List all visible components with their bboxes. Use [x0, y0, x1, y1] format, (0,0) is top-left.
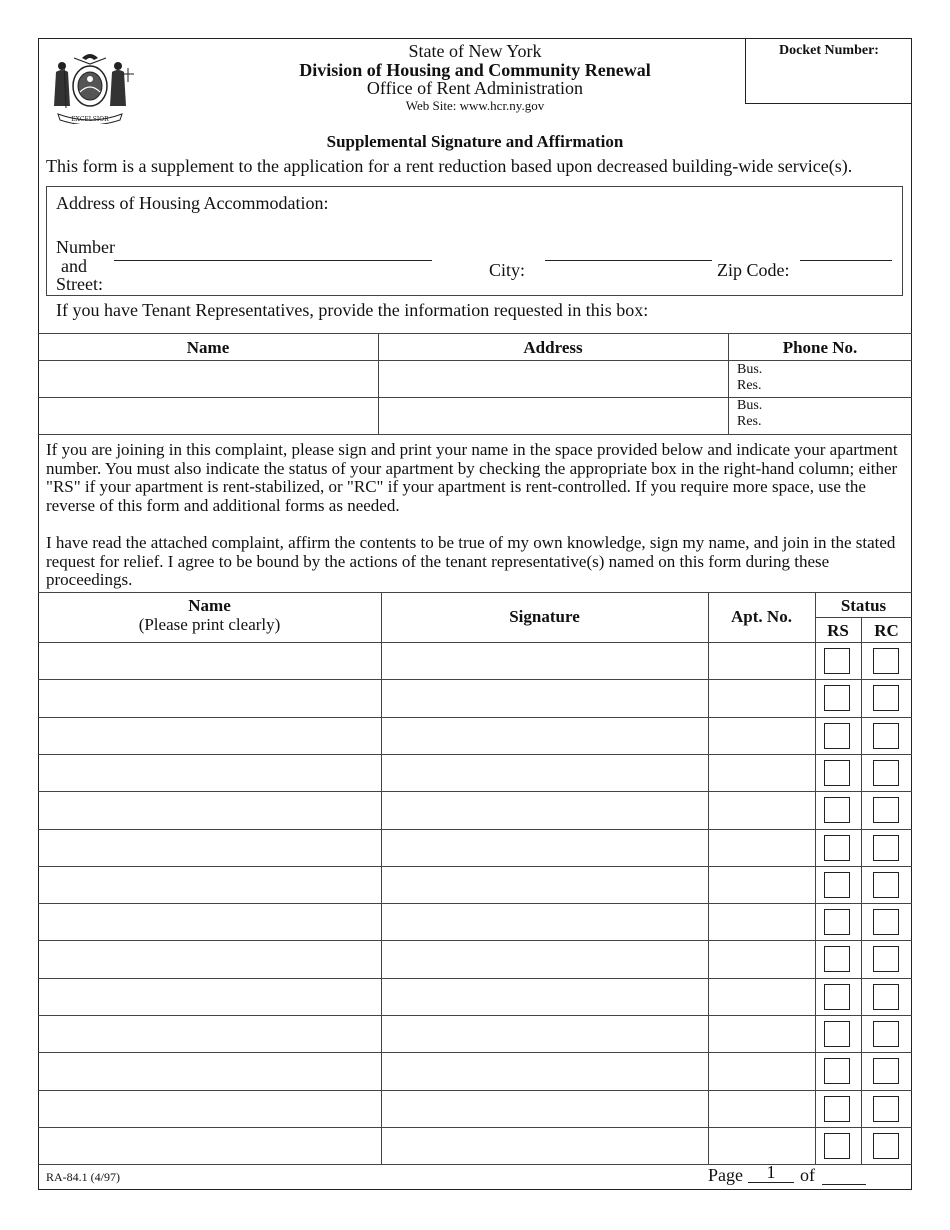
- docket-number-box[interactable]: [745, 38, 912, 104]
- zip-label: Zip Code:: [717, 260, 790, 280]
- signers-col-signature: Signature: [509, 607, 580, 626]
- signer-name-cell[interactable]: [38, 1053, 381, 1088]
- signer-name-cell[interactable]: [38, 979, 381, 1014]
- new-york-state-seal: [44, 46, 136, 124]
- state-name: State of New York: [408, 41, 542, 61]
- signer-apt-cell[interactable]: [709, 680, 815, 715]
- signer-signature-cell[interactable]: [382, 1016, 708, 1051]
- rc-checkbox[interactable]: [873, 1021, 899, 1047]
- signer-signature-cell[interactable]: [382, 643, 708, 678]
- signers-col-name: Name: [188, 596, 231, 615]
- rs-checkbox[interactable]: [824, 723, 850, 749]
- rc-checkbox[interactable]: [873, 984, 899, 1010]
- division-name: Division of Housing and Community Renewal: [299, 60, 651, 80]
- total-pages-field[interactable]: [822, 1184, 866, 1185]
- reps-table-bottom: [38, 434, 912, 435]
- address-label: Address of Housing Accommodation:: [56, 193, 329, 213]
- rs-checkbox[interactable]: [824, 760, 850, 786]
- rs-checkbox[interactable]: [824, 909, 850, 935]
- signers-col-name-sub: (Please print clearly): [138, 615, 281, 634]
- signer-name-cell[interactable]: [38, 718, 381, 753]
- rep-phone-cell[interactable]: Bus. Res.: [737, 398, 763, 429]
- signer-name-cell[interactable]: [38, 643, 381, 678]
- rc-checkbox[interactable]: [873, 1058, 899, 1084]
- signer-signature-cell[interactable]: [382, 979, 708, 1014]
- signer-apt-cell[interactable]: [709, 904, 815, 939]
- docket-number-label: Docket Number:: [779, 43, 879, 58]
- signer-name-cell[interactable]: [38, 830, 381, 865]
- signer-name-cell[interactable]: [38, 680, 381, 715]
- signer-signature-cell[interactable]: [382, 830, 708, 865]
- signer-apt-cell[interactable]: [709, 792, 815, 827]
- signer-apt-cell[interactable]: [709, 867, 815, 902]
- rs-checkbox[interactable]: [824, 835, 850, 861]
- rc-checkbox[interactable]: [873, 760, 899, 786]
- rs-checkbox[interactable]: [824, 1021, 850, 1047]
- signer-apt-cell[interactable]: [709, 830, 815, 865]
- svg-text:EXCELSIOR: EXCELSIOR: [71, 116, 109, 123]
- form-title: Supplemental Signature and Affirmation: [326, 132, 624, 151]
- signers-col-rc: RC: [874, 621, 899, 640]
- rc-checkbox[interactable]: [873, 797, 899, 823]
- rep-address-cell[interactable]: [379, 398, 728, 434]
- city-field[interactable]: [545, 260, 712, 261]
- rc-checkbox[interactable]: [873, 909, 899, 935]
- city-label: City:: [489, 260, 526, 280]
- rc-checkbox[interactable]: [873, 946, 899, 972]
- signers-col-apt: Apt. No.: [731, 607, 792, 626]
- signer-signature-cell[interactable]: [382, 1128, 708, 1163]
- rs-checkbox[interactable]: [824, 685, 850, 711]
- rc-checkbox[interactable]: [873, 723, 899, 749]
- signer-signature-cell[interactable]: [382, 1091, 708, 1126]
- reps-col-name: Name: [186, 338, 230, 357]
- rep-name-cell[interactable]: [38, 361, 378, 397]
- signer-signature-cell[interactable]: [382, 680, 708, 715]
- signer-signature-cell[interactable]: [382, 718, 708, 753]
- rs-checkbox[interactable]: [824, 1133, 850, 1159]
- reps-instruction: If you have Tenant Representatives, provide the information requested in this box:: [56, 300, 649, 320]
- zip-field[interactable]: [800, 260, 892, 261]
- reps-col-phone: Phone No.: [782, 338, 858, 357]
- rs-checkbox[interactable]: [824, 648, 850, 674]
- rs-checkbox[interactable]: [824, 797, 850, 823]
- rs-checkbox[interactable]: [824, 1058, 850, 1084]
- signer-apt-cell[interactable]: [709, 1016, 815, 1051]
- signer-apt-cell[interactable]: [709, 979, 815, 1014]
- signer-signature-cell[interactable]: [382, 1053, 708, 1088]
- rep-address-cell[interactable]: [379, 361, 728, 397]
- website: Web Site: www.hcr.ny.gov: [405, 98, 545, 113]
- signers-col-status: Status: [840, 596, 887, 615]
- rs-checkbox[interactable]: [824, 984, 850, 1010]
- signer-name-cell[interactable]: [38, 755, 381, 790]
- office-name: Office of Rent Administration: [366, 78, 584, 98]
- page-label: Page: [708, 1165, 743, 1185]
- signers-col-rs: RS: [827, 621, 849, 640]
- signer-signature-cell[interactable]: [382, 941, 708, 976]
- join-instructions: If you are joining in this complaint, please sign and print your name in the space provided below and indicate your apartment number. You must also indicate the status of your apartment by checking the appropriate box in the right-hand column; either "RS" if your apartment is rent-stabilized, or "RC" if your apartment is rent-controlled. If you require more space, use the reverse of this form and additional forms as needed.: [46, 440, 898, 515]
- signer-name-cell[interactable]: [38, 1016, 381, 1051]
- rs-checkbox[interactable]: [824, 946, 850, 972]
- signer-signature-cell[interactable]: [382, 904, 708, 939]
- signers-col-divider-3: [815, 592, 816, 1164]
- rc-checkbox[interactable]: [873, 685, 899, 711]
- rs-checkbox[interactable]: [824, 1096, 850, 1122]
- signer-apt-cell[interactable]: [709, 643, 815, 678]
- signer-apt-cell[interactable]: [709, 1053, 815, 1088]
- form-intro: This form is a supplement to the application for a rent reduction based upon decreased building-wide service(s).: [46, 156, 853, 176]
- signer-name-cell[interactable]: [38, 904, 381, 939]
- rep-name-cell[interactable]: [38, 398, 378, 434]
- rs-checkbox[interactable]: [824, 872, 850, 898]
- rep-phone-cell[interactable]: Bus. Res.: [737, 362, 763, 393]
- affirmation-text: I have read the attached complaint, affirm the contents to be true of my own knowledge, sign my name, and join in the stated request for relief. I agree to be bound by the actions of the tenant representative(s) named on this form during these proceedings.: [46, 533, 896, 590]
- signer-signature-cell[interactable]: [382, 867, 708, 902]
- signer-signature-cell[interactable]: [382, 792, 708, 827]
- reps-col-address: Address: [523, 338, 583, 357]
- rc-checkbox[interactable]: [873, 648, 899, 674]
- signer-apt-cell[interactable]: [709, 1128, 815, 1163]
- signer-signature-cell[interactable]: [382, 755, 708, 790]
- signer-name-cell[interactable]: [38, 1128, 381, 1163]
- reps-table-top: [38, 333, 912, 334]
- number-street-label: Number and Street:: [56, 237, 115, 294]
- signer-name-cell[interactable]: [38, 867, 381, 902]
- form-id: RA-84.1 (4/97): [46, 1170, 120, 1184]
- signer-apt-cell[interactable]: [709, 718, 815, 753]
- signers-col-divider-4: [861, 617, 862, 1164]
- signer-name-cell[interactable]: [38, 941, 381, 976]
- signers-table-top: [38, 592, 912, 593]
- status-subheader-line: [815, 617, 912, 618]
- rc-checkbox[interactable]: [873, 1133, 899, 1159]
- signer-name-cell[interactable]: [38, 1091, 381, 1126]
- signer-apt-cell[interactable]: [709, 755, 815, 790]
- rc-checkbox[interactable]: [873, 872, 899, 898]
- of-label: of: [800, 1165, 815, 1185]
- rc-checkbox[interactable]: [873, 835, 899, 861]
- page-number[interactable]: 1: [748, 1163, 794, 1183]
- rc-checkbox[interactable]: [873, 1096, 899, 1122]
- signer-apt-cell[interactable]: [709, 941, 815, 976]
- street-field[interactable]: [114, 260, 432, 261]
- signer-apt-cell[interactable]: [709, 1091, 815, 1126]
- signer-name-cell[interactable]: [38, 792, 381, 827]
